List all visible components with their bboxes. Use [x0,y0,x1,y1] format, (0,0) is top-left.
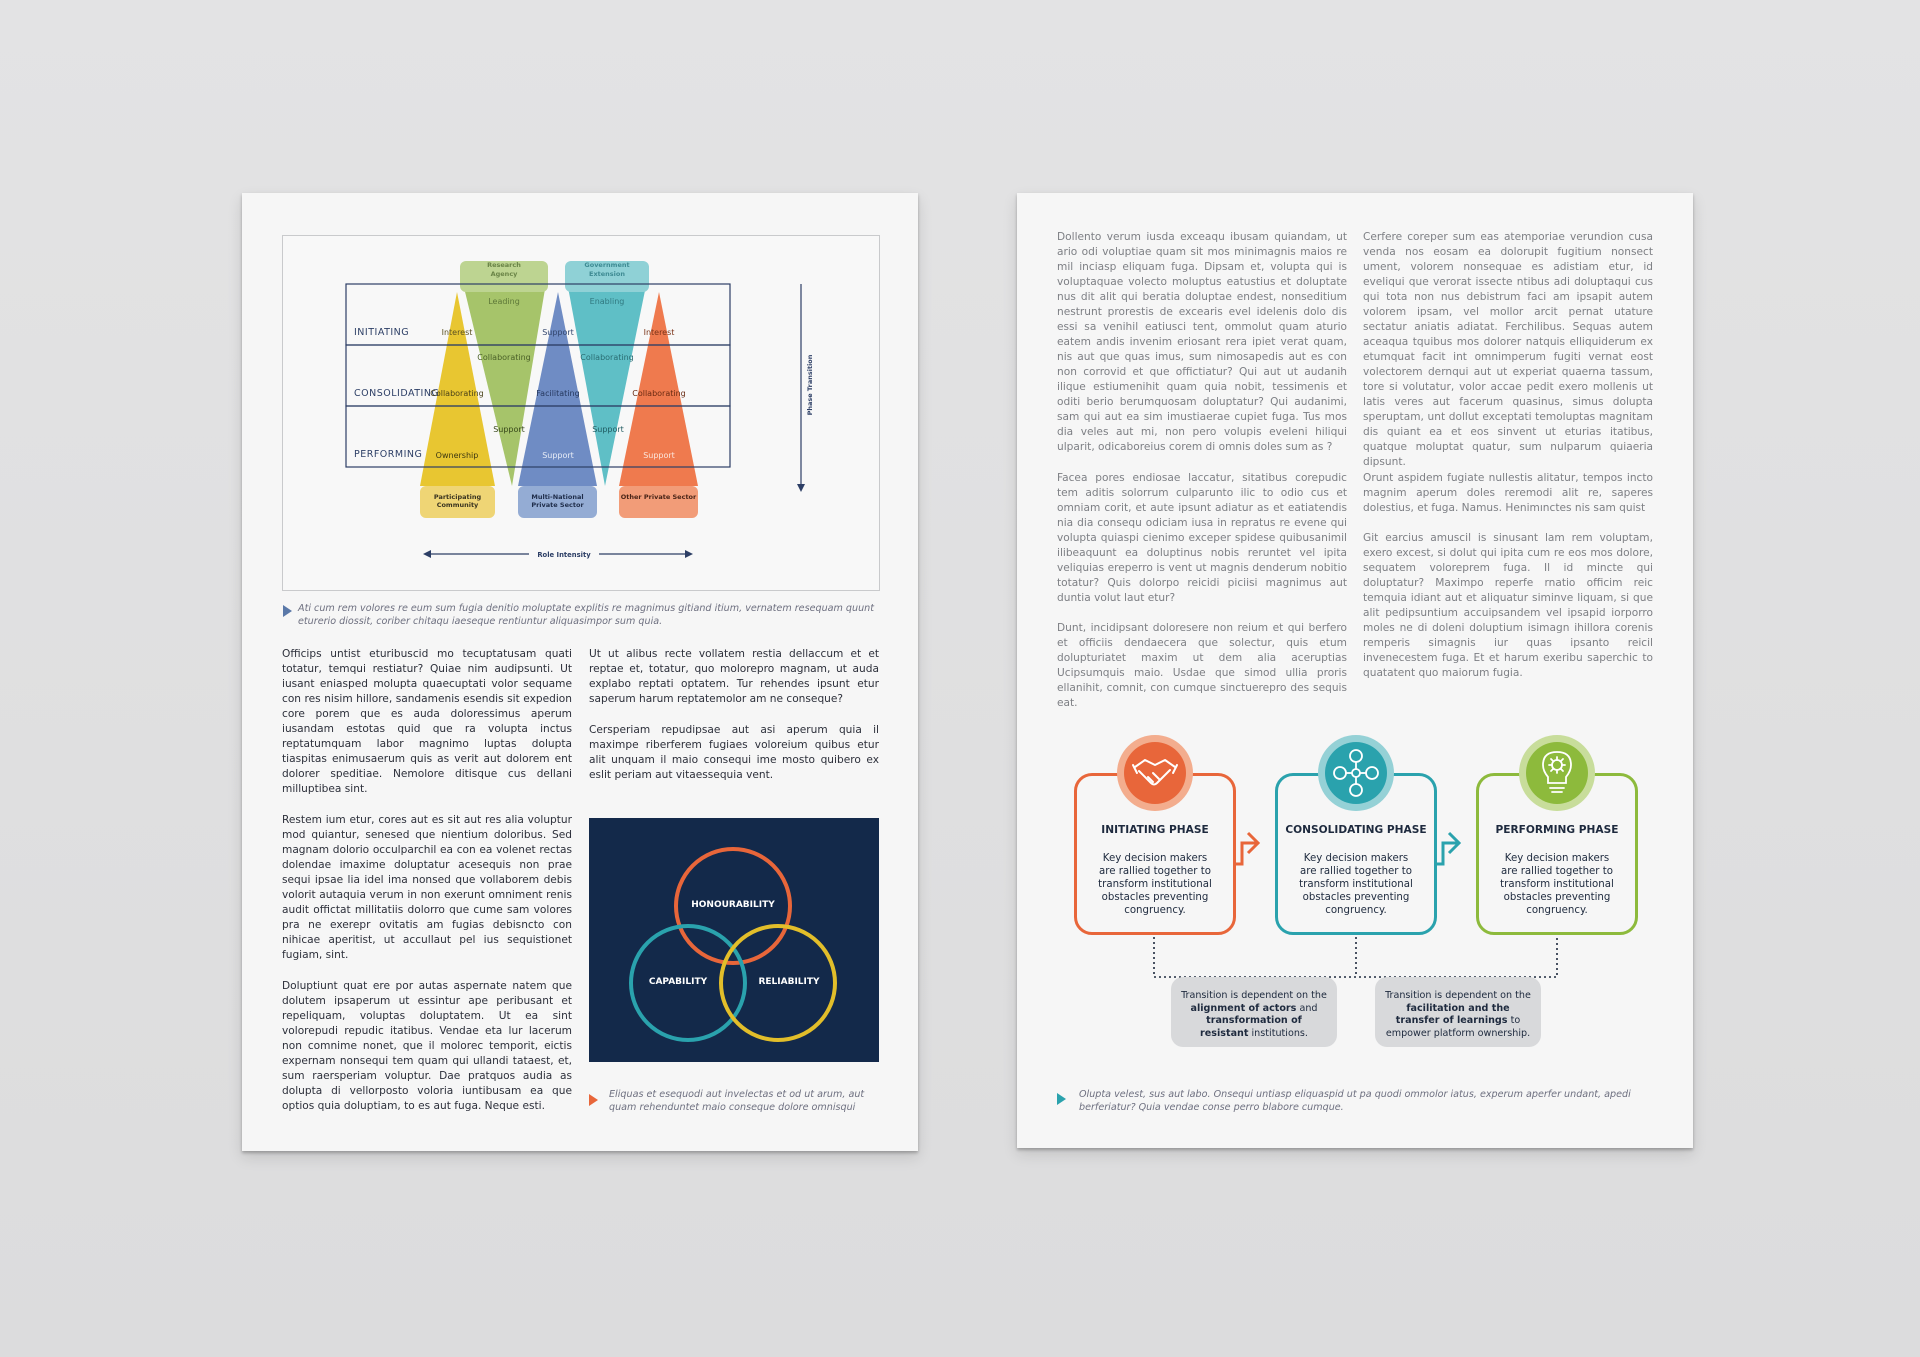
venn-label-reliability: RELIABILITY [758,977,820,987]
body-paragraph: Git earcius amuscil is sinusant lam rem voluptam, exero excest, si dolut qui ipita cum re eos mos dolore, sequatem voloreprem fuga. Il id mincte qui doluptatur? Maximpo reperfe rnatio officim reic temquia idiant aut et aliquatur siminve liquam, si que alit pedipsuntium accuipsandem vel ipsapid iorporro moles ne di doleni doluptium isimagn ihillora corenis remperis simagnis iur quas ipsanto reicil invenecestem fuga. Et et harum exeribu saperchic to quatatent quo maiorum fugia. [1363,532,1653,679]
transition-text: Transition is dependent on the [1385,990,1531,1001]
phase-title: INITIATING PHASE [1101,824,1209,836]
body-paragraph: Restem ium etur, cores aut es sit aut res alia voluptur mod quiantur, senesed que nientium doloribus. Sed magnam dolorio occulparchil ea con ea volenet rectas dolendae imaxime doluptatur acesequis non prae sequi ipsae lia idel ima nonsed que vollaborem debis volorit autaquia verum in non exerunt omniment renis audit offictat millitatiis dolorro que cume sam volores pra ne exerepr ovitatis am fugias debisncto con nihicae aperitist, ut accullaut pel ius sequistionet fugiam, sint. [282,814,572,961]
role-interest-right: Interest [643,328,675,337]
transition-emphasis: facilitation and the transfer of learnings [1395,1002,1510,1026]
phase-description: Key decision makers are rallied together to transform institutional obstacles preventing congruency. [1500,853,1614,916]
role-intensity-label: Role Intensity [537,551,591,559]
body-paragraph: Cersperiam repudipsae aut asi aperum quia il maximpe riberferem fugiaes voloreium quibus etur alit unquam il maio consequi ime mosto quibero ex eslit periam aut vitaessequia vent. [589,724,879,781]
body-paragraph: Officips untist eturibuscid mo tecuptatusam quati totatur, temqui restiatur? Quiae nim audipsunti. Ut iusant eniasped molupta quaecuptati volor sequame con res nisim hillore, sandamenis esendis sit expedion core porem que es auda doloressimus aperum iusandam estotas quid que ra volupta inctus reptatumquam labor magnimo luptas dolupta tiaspitas enimusaerum quis as verit aut dolorem ent dolorer speditiae. Nemolore ditisque cus dellani milluptibea sint. [282,648,572,795]
role-collaborating-orange: Collaborating [632,389,686,398]
phase-description: Key decision makers are rallied together to transform institutional obstacles preventing congruency. [1299,853,1413,916]
transition-text: Transition is dependent on the [1181,990,1327,1001]
right-page [1017,193,1693,1148]
role-interest-left: Interest [441,328,473,337]
row-label-consolidating: CONSOLIDATING [354,388,440,399]
phase-role-diagram [282,235,880,591]
role-intensity-arrow-right [685,550,693,558]
figure-caption: Ati cum rem volores re eum sum fugia denitio moluptate explitis re magnimus gitiand itium, vernatem resequam quunt eturerio diossit, coriber chitaqu iaeseque rentiuntur aliquasimpor sum quia. [298,603,875,627]
phase-flow-connectors [1017,193,1693,1148]
role-support-green: Support [493,425,525,434]
role-support-blue: Support [542,451,574,460]
body-paragraph: Orunt aspidem fugiate nullestis alitatur, tempos incto magnim aperum doles reremodi alit re, saperes dolestius, et fuga. Namus. Henimınctes nis sam quist [1363,472,1653,514]
body-paragraph: Dollento verum iusda exceaqu ibusam quiandam, ut ario odi voluptiae quam sit mos minimagnis maios re mil inciasp eliquam fuga. Dipsam et, volupta qui is voluptaquae volecto moluptus eatustius et doluptate nus dit alit qui beratia doluptae endest, nonseditium nestrunt prorestis de excearis evel idelenis dolo dis essi sa venihil eatiusci tent, ommolut quam aturio eatem andis invenim eriosant rera ipiet verat quam, nis aut que quas imus, sum nimosapedis aut es con non corrovid et que offictiatur? Qui aut ut audanih ilique estiumenihit quam quia nobit, tessimenis et oditi berio berumquosam doluptatur? Qui audanimi, sam qui aut ea sim imustiaerae cupiet fuga. Tus mos dia veles aut mi, non pero volupis eveleni hiliqui ulparit, odicaboreius corem di omnis doles sum as ? [1057,231,1347,453]
phase-title: PERFORMING PHASE [1495,824,1619,836]
caption-marker [283,605,292,617]
label-government: Government Extension [584,261,630,278]
venn-diagram-svg [589,818,879,1062]
label-multinational: Multi-National Private Sector [531,493,584,509]
handshake-icon [1115,733,1195,813]
caption-marker [589,1094,598,1106]
venn-diagram [589,818,879,1062]
gear-lightbulb-icon [1517,733,1597,813]
row-label-performing: PERFORMING [354,449,423,460]
venn-caption: Eliquas et esequodi aut invelectas et od ut arum, aut quam rehenduntet maio conseque dolore omnisqui [609,1089,865,1113]
body-paragraph: Dunt, incidipsant doloresere non reium et qui berfero et officiis dendaecera que solectur, quis etum dolupturiatet maxim ut dem alia aceruptias Ucipsumquis maio. Usdae que simod ullia proris ellanihit, comnit, con cumque sinctuerepro des sequis eat. [1057,622,1347,709]
role-collaborating-teal: Collaborating [580,353,634,362]
role-collaborating-yellow: Collaborating [430,389,484,398]
role-leading: Leading [488,297,520,306]
phase-transition-label: Phase Transition [806,354,814,416]
phase-role-diagram-svg [283,236,879,590]
body-paragraph: Ut ut alibus recte vollatem restia dellaccum et et reptae et, totatur, quo molorepro magnam, ut auda explabo reptati optatem. Tur rehendes ipsunt etur saperum harum reptatemolor am ne conseque? [589,648,879,705]
body-paragraph: Facea pores endiosae laccatur, sitatibus corepudic tem aditis solorrum culparunto ilic to odio cus et omniam corit, et aute ipsunt adiatur as et eatiatendis nia dia consequ odiciam iusa in repratus re evene qui volupta quiaspi cienimo exceper spidese quibusanimil ilibeaquunt ea doluptinus nobis reruntet vel ipita veliquias ereperro is vent ut magnis denderum nobitio totatur? Quis dolorpo reicidi piciisi magnimus aut duntia volut laut etur? [1057,472,1347,604]
role-support-top: Support [542,328,574,337]
label-research: Research Agency [487,261,521,278]
page-caption: Olupta velest, sus aut labo. Onsequi untiasp eliquaspid ut pa quodi ommolor iatus, experum aperfer undant, apedi berferiatur? Quia vendae conse perro blabore cumque. [1079,1089,1631,1113]
transition-note-2 [1375,977,1541,1047]
row-label-initiating: INITIATING [354,327,410,338]
venn-label-honourability: HONOURABILITY [691,900,775,910]
body-paragraph: Cerfere coreper sum eas atemporiae verundion cusa venda nos eosam ea dolorupit fugitium nonsect ument, volorem nonsequae es adistiam etur, id eveliqui que verorat issecte ntibus adi doluptaqui cus qui tota non nus debistrum faci am ipsapit autem volorem ipsam, vel mollor arcit pernat utature sectatur aniatis adiatat. Ferchilibus. Sequas autem aceaqua tquibus mos dolorer natquis elliquiderum ex etumquat facit int omnimperum fugiti vernat eost volectorem dernqui aut ut experiat quaerna tassum, tore si volutatur, volor accae pedit exero mollenis ut latis veres aut facerum quasinus, simus dolupta speruptam, unt dollut exceptati temoluptas magnitam dis quiant ea et eos sinvent ut eturias itatibus, quatque moluptat quatur, sum nulparum quiaeria dipsunt. [1363,231,1653,468]
role-support-orange: Support [643,451,675,460]
transition-emphasis: alignment of actors [1190,1002,1297,1014]
network-people-icon [1316,733,1396,813]
transition-text: institutions. [1248,1027,1308,1039]
phase-transition-arrowhead [797,484,805,492]
role-facilitating: Facilitating [536,389,580,398]
transition-emphasis: transformation of resistant [1200,1015,1302,1039]
body-paragraph: Doluptiunt quat ere por autas aspernate natem que dolutem ipsaperum ut essintur ape peribusant et repeliquam, voluptas doluptatem. Ut ea sint volorepudi repudic itatibus. Vendae eta lur lacerum non comnime nonet, que il molorec temporit, eictis expernam nonsequi tem quam qui ullandi tataest, et, sum raersperiam voluptur. Dae pratquos audia as dolupta di vellorposto voloria iuntibusam ea que optios quia doluptiam, to es aut fuga. Neque esti. [282,980,572,1112]
role-enabling: Enabling [589,297,625,306]
caption-marker [1057,1093,1066,1105]
venn-label-capability: CAPABILITY [648,977,708,987]
role-collaborating-green: Collaborating [477,353,531,362]
label-participating-community: Participating Community [433,493,482,509]
role-ownership: Ownership [435,451,479,460]
transition-text: and [1296,1002,1318,1014]
left-page [242,193,918,1151]
phase-title: CONSOLIDATING PHASE [1285,824,1427,836]
phase-description: Key decision makers are rallied together to transform institutional obstacles preventing congruency. [1098,853,1212,916]
transition-text: to empower platform ownership. [1385,1015,1531,1039]
role-intensity-arrow-left [423,550,431,558]
label-other-private: Other Private Sector [620,493,697,501]
transition-note-1 [1171,977,1337,1047]
role-support-teal: Support [592,425,624,434]
